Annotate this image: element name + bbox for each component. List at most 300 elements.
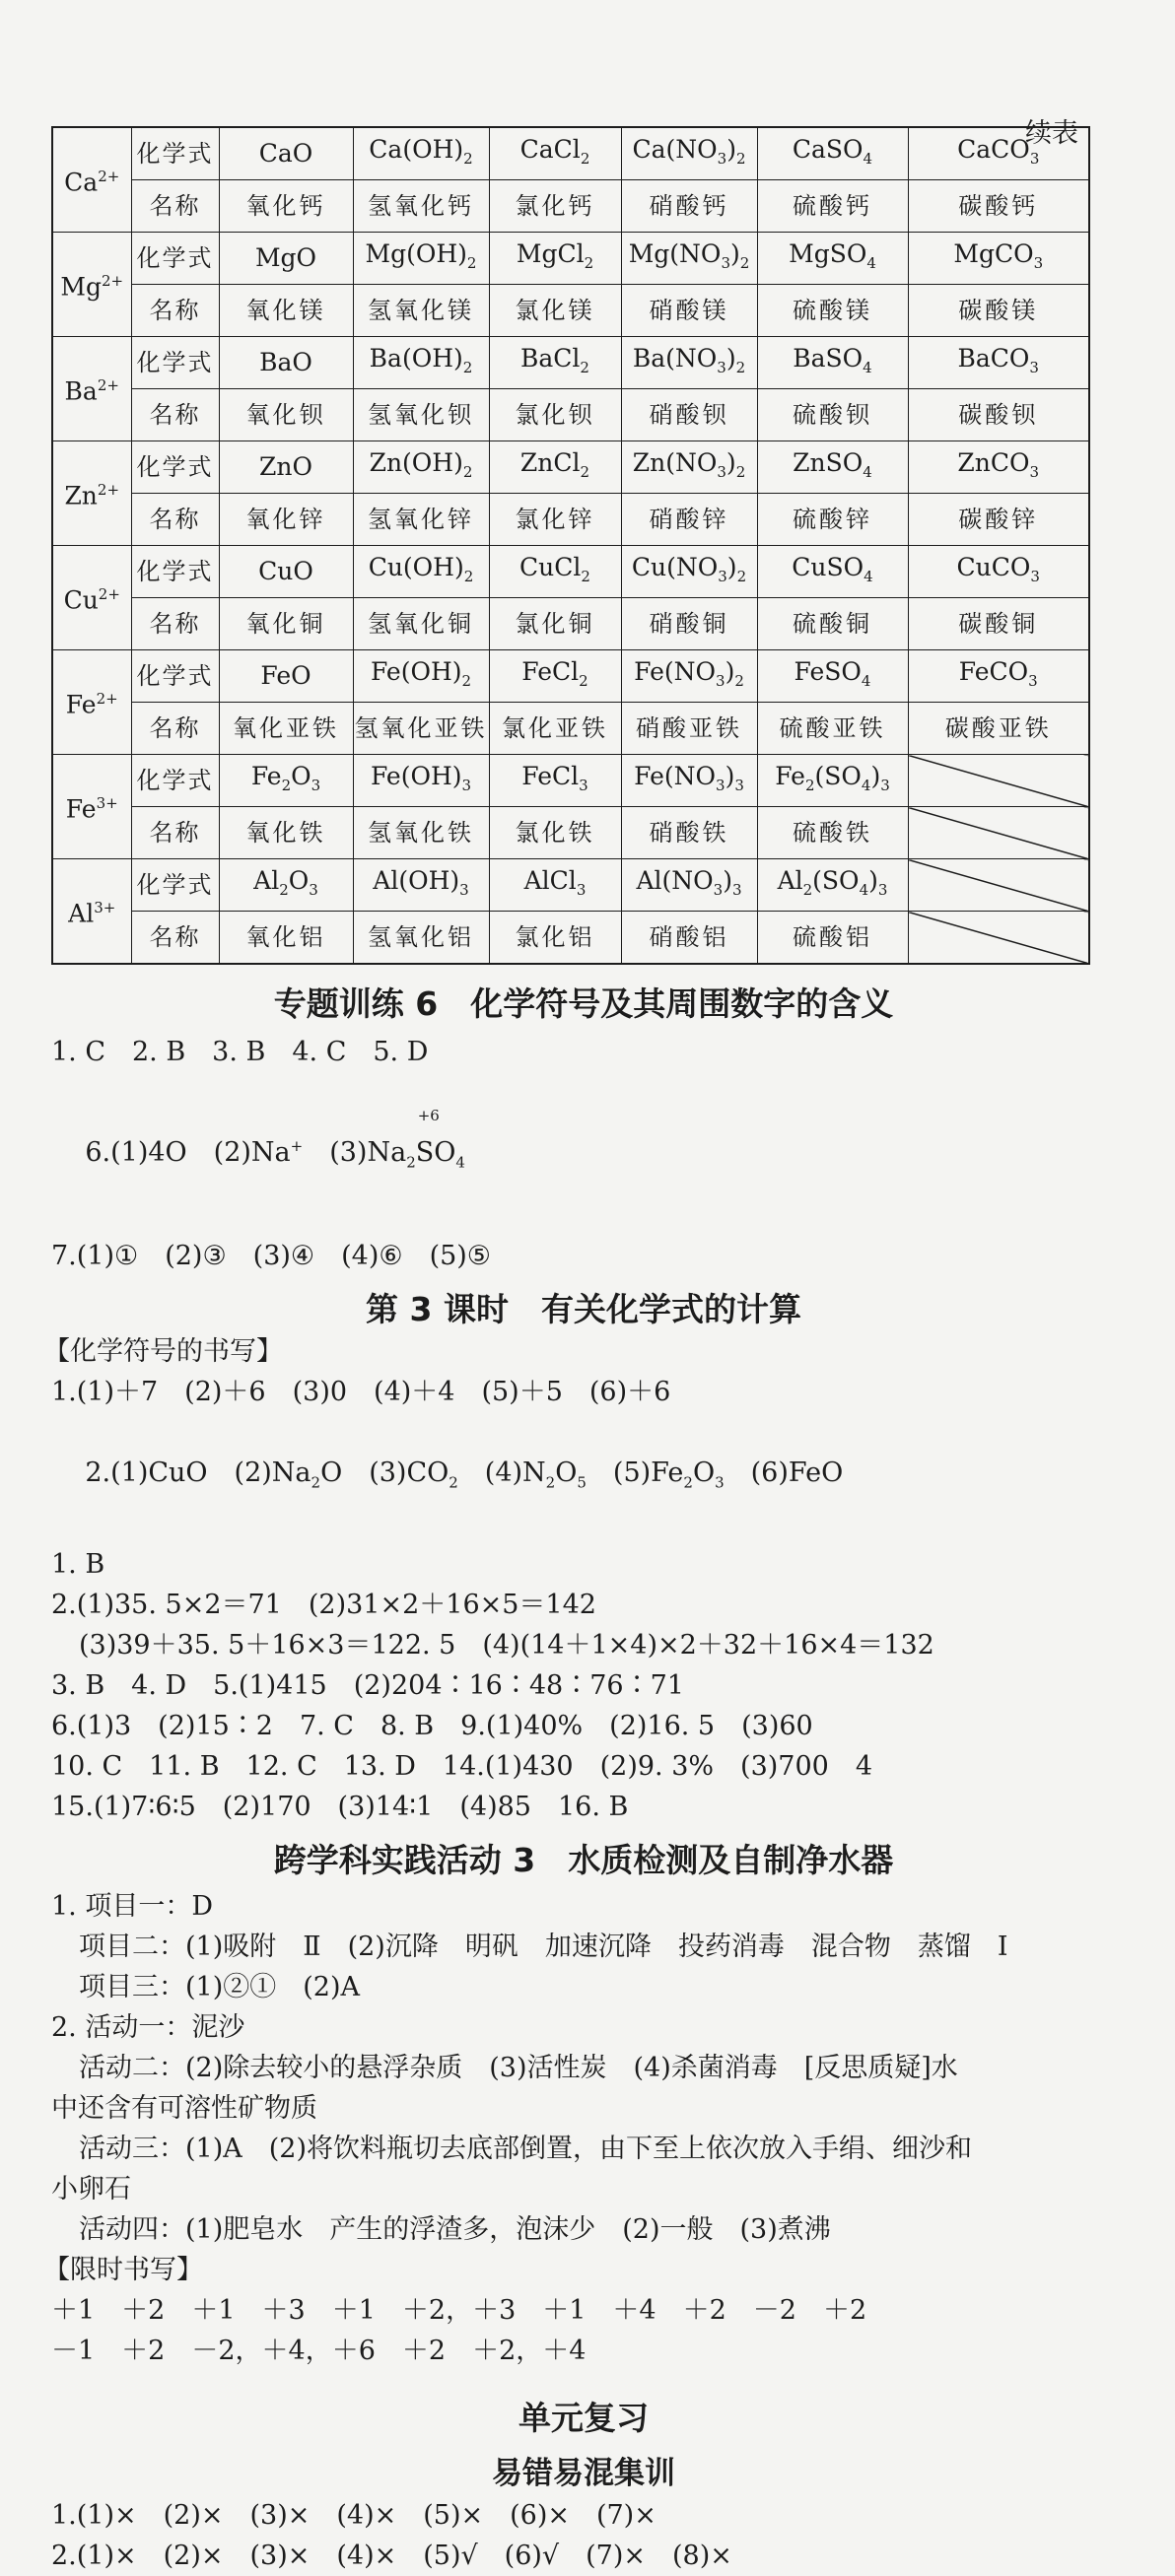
formula-subscript: 3 [309,880,318,899]
name-cell: 氧化亚铁 [219,703,353,755]
formula-part: (SO [812,865,860,895]
lesson3-title: 第 3 课时 有关化学式的计算 [366,1290,801,1329]
lesson3-answer-a2: 2.(1)CuO $(2)Na_2O$ $(3)CO_2$ $(4)N_2O_5$ $(5)Fe_2O_3$ (6)FeO [85,1457,844,1492]
formula-cell [489,755,621,807]
formula-subscript: 2 [281,776,292,794]
formula-cell [908,650,1089,703]
formula-subscript: 3 [576,880,587,899]
formula-cell [489,546,621,598]
lesson3-answer-b3: 3. B 4. D 5.(1)415 (2)204∶16∶48∶76∶71 [51,1669,684,1701]
name-cell: 碳酸钙 [908,180,1089,233]
formula-subscript: 2 [736,567,747,585]
formula-part: Al [777,865,803,895]
lesson3-answer-b6: 15.(1)7∶6∶5 (2)170 (3)14∶1 (4)85 16. B [51,1791,629,1822]
name-cell: 氯化亚铁 [489,703,621,755]
ion-charge: 2+ [97,376,119,395]
formula-subscript: 2 [279,880,289,899]
formula-part: CaCl [519,134,581,164]
formula-part: Cu(NO [631,552,719,581]
formula-part: ) [870,761,881,790]
ion-symbol: Fe [65,690,97,719]
ion-charge: 3+ [94,899,116,917]
review-subtitle: 易错易混集训 [492,2455,675,2491]
table-row-name [52,494,1089,546]
formula-cell [489,337,621,389]
name-cell: 硫酸铁 [757,807,908,859]
name-cell: 氯化镁 [489,285,621,337]
name-cell: 氧化钡 [219,389,353,441]
formula-subscript: 2 [739,253,750,272]
formula-part: ) [726,343,736,373]
lesson3-answer-b5: 10. C 11. B 12. C 13. D 14.(1)430 (2)9. 3% (3)700 4 [51,1750,872,1782]
name-label: 名称 [131,703,219,755]
formula-subscript: 2 [580,358,589,376]
formula-cell [757,859,908,912]
formula-subscript: 2 [463,149,473,168]
name-cell: 硫酸铜 [757,598,908,650]
formula-cell [353,337,489,389]
formula-label: 化学式 [131,650,219,703]
activity3-line-6: 中还含有可溶性矿物质 [51,2092,317,2124]
name-cell: 氧化铁 [219,807,353,859]
ion-symbol: Ba [64,376,98,406]
table-row-name [52,180,1089,233]
formula-part: ) [726,134,736,164]
name-cell: 氧化镁 [219,285,353,337]
formula-part: FeCl [521,761,580,790]
formula-subscript: 2 [804,776,815,794]
formula-cell [621,755,757,807]
name-cell: 碳酸铜 [908,598,1089,650]
ion-charge: 2+ [97,481,120,500]
formula-subscript: 3 [716,671,726,690]
name-cell: 硝酸亚铁 [621,703,757,755]
formula-cell [219,755,353,807]
name-label: 名称 [131,389,219,441]
name-cell: 氯化铝 [489,912,621,965]
formula-part: Ba(OH) [369,343,463,373]
empty-cell [908,912,1089,965]
formula-subscript: 4 [864,567,873,585]
table-row-name [52,807,1089,859]
formula-part: ZnO [259,452,312,481]
formula-part: MgCl [516,238,585,268]
formula-subscript: 4 [861,671,871,690]
formula-subscript: 3 [717,358,726,376]
formula-cell [621,337,757,389]
formula-part: Fe(NO [634,656,717,686]
name-cell: 氧化钙 [219,180,353,233]
formula-subscript: 2 [735,462,746,481]
formula-label: 化学式 [131,546,219,598]
table-row-formula [52,441,1089,494]
formula-part: Fe(NO [634,761,717,790]
formula-part: ) [726,447,736,477]
formula-cell [757,441,908,494]
formula-part: Al(NO [636,865,714,895]
formula-subscript: 3 [579,776,588,794]
formula-cell [219,233,353,285]
table-row-formula [52,755,1089,807]
formula-subscript: 3 [716,776,726,794]
formula-subscript: 2 [462,462,473,481]
name-label: 名称 [131,285,219,337]
section6-answers-1: 1. C 2. B 3. B 4. C 5. D [51,1037,429,1067]
formula-cell [621,650,757,703]
formula-cell [489,650,621,703]
formula-subscript: 3 [1030,567,1040,585]
formula-part: O [291,761,311,790]
name-label: 名称 [131,912,219,965]
formula-part: (SO [814,761,862,790]
ion-symbol: Cu [63,585,99,615]
formula-part: Zn(OH) [369,447,463,477]
activity3-writing-2: －1 ＋2 －2，＋4，＋6 ＋2 ＋2，＋4 [51,2335,587,2366]
formula-subscript: 3 [877,880,888,899]
name-label: 名称 [131,598,219,650]
formula-subscript: 2 [462,358,473,376]
ion-cell [52,650,131,755]
formula-cell [757,127,908,180]
formula-subscript: 2 [734,671,744,690]
formula-part: ) [725,656,735,686]
formula-part: MgO [254,243,317,272]
formula-part: Zn(NO [632,447,718,477]
formula-subscript: 3 [1033,253,1044,272]
formula-part: MgCO [953,238,1034,268]
formula-part: Mg(NO [628,238,722,268]
formula-cell [757,546,908,598]
name-cell: 氢氧化镁 [353,285,489,337]
formula-cell [219,337,353,389]
name-cell: 碳酸亚铁 [908,703,1089,755]
formula-label: 化学式 [131,755,219,807]
name-cell: 氢氧化铁 [353,807,489,859]
name-cell: 氢氧化锌 [353,494,489,546]
name-cell: 硝酸钡 [621,389,757,441]
formula-part: Al [253,865,280,895]
name-cell: 氯化钙 [489,180,621,233]
formula-subscript: 2 [580,149,590,168]
name-cell: 碳酸镁 [908,285,1089,337]
formula-part: FeCl [521,656,580,686]
formula-cell [353,233,489,285]
formula-cell [908,546,1089,598]
ion-charge: 2+ [98,585,120,604]
ion-symbol: Al [68,899,95,928]
activity3-line-3: 项目三：(1)②① (2)A [79,1971,360,2002]
ion-cell [52,755,131,859]
activity3-line-2: 项目二：(1)吸附 Ⅱ (2)沉降 明矾 加速沉降 投药消毒 混合物 蒸馏 Ⅰ [79,1931,1008,1962]
formula-subscript: 2 [735,358,746,376]
table-row-name [52,285,1089,337]
name-cell: 碳酸钡 [908,389,1089,441]
name-cell: 硫酸亚铁 [757,703,908,755]
lesson3-answer-a1: 1.(1)＋7 (2)＋6 (3)0 (4)＋4 (5)＋5 (6)＋6 [51,1377,671,1408]
formula-subscript: 2 [466,253,477,272]
ion-symbol: Ca [64,168,99,197]
section6-answers-2: 6.(1)4O (2)Na+ $(3)Na_2$ +6 $SO_4$ [51,1072,1116,1236]
activity3-subheading: 【限时书写】 [43,2254,203,2285]
ion-symbol: Zn [64,481,98,510]
ion-symbol: Mg [60,272,102,302]
lesson3-answer-b2: 2.(1)35. 5×2＝71 (2)31×2＋16×5＝142 [51,1589,596,1620]
formula-part: ) [726,552,737,581]
formula-cell [219,127,353,180]
formula-label: 化学式 [131,127,219,180]
formula-cell [757,337,908,389]
review-title: 单元复习 [518,2398,649,2437]
formula-label: 化学式 [131,233,219,285]
formula-subscript: 2 [580,462,590,481]
formula-subscript: 3 [1029,358,1039,376]
formula-subscript: 4 [861,776,871,794]
formula-part: CaCO [957,134,1030,164]
formula-label: 化学式 [131,859,219,912]
table-row-formula [52,337,1089,389]
table-row-formula [52,233,1089,285]
activity3-line-4: 2. 活动一：泥沙 [51,2011,245,2043]
formula-subscript: 2 [802,880,813,899]
formula-subscript: 2 [581,567,590,585]
formula-subscript: 4 [863,149,873,168]
formula-part: ) [729,238,740,268]
name-cell: 氧化铝 [219,912,353,965]
name-cell: 硫酸铝 [757,912,908,965]
ion-cell [52,337,131,441]
formula-part: ) [868,865,878,895]
name-cell: 硝酸铁 [621,807,757,859]
formula-part: ZnCl [519,447,581,477]
compound-table [51,126,1090,965]
formula-subscript: 3 [880,776,890,794]
formula-part: ) [725,761,735,790]
formula-cell [353,650,489,703]
formula-subscript: 4 [866,253,876,272]
formula-subscript: 3 [718,567,727,585]
formula-subscript: 2 [461,671,472,690]
formula-part: FeCO [958,656,1029,686]
formula-cell [489,859,621,912]
formula-part: ) [723,865,732,895]
name-cell: 氯化铁 [489,807,621,859]
formula-subscript: 3 [717,462,726,481]
formula-subscript: 3 [459,880,469,899]
formula-subscript: 3 [461,776,472,794]
formula-subscript: 3 [1028,671,1038,690]
formula-cell [489,441,621,494]
formula-cell [353,859,489,912]
formula-subscript: 2 [735,149,746,168]
activity3-title: 跨学科实践活动 3 水质检测及自制净水器 [273,1840,894,1879]
name-cell: 硫酸锌 [757,494,908,546]
name-cell: 氧化锌 [219,494,353,546]
activity3-line-7: 活动三：(1)A (2)将饮料瓶切去底部倒置，由下至上依次放入手绢、细沙和 [79,2133,972,2164]
formula-cell [353,546,489,598]
empty-cell [908,807,1089,859]
formula-cell [353,755,489,807]
formula-part: Ba(NO [632,343,718,373]
formula-part: CuCO [956,552,1031,581]
formula-cell [908,337,1089,389]
empty-cell [908,755,1089,807]
formula-cell [621,546,757,598]
activity3-line-5: 活动二：(2)除去较小的悬浮杂质 (3)活性炭 (4)杀菌消毒 [反思质疑]水 [79,2052,958,2083]
formula-part: O [288,865,310,895]
name-cell: 氢氧化钡 [353,389,489,441]
valence-s: +6 S [415,1107,440,1168]
formula-cell [353,441,489,494]
formula-part: Fe [250,761,282,790]
formula-part: BaO [259,348,312,376]
name-cell: 硝酸镁 [621,285,757,337]
ion-symbol: Fe [65,794,97,824]
formula-cell [908,233,1089,285]
formula-part: Fe [775,761,805,790]
formula-part: CuSO [792,552,864,581]
formula-subscript: 3 [713,880,724,899]
formula-cell [219,546,353,598]
ion-cell [52,127,131,233]
ion-charge: 2+ [98,168,120,186]
formula-part: Ca(NO [632,134,718,164]
formula-cell [621,441,757,494]
table-row-name [52,389,1089,441]
name-cell: 碳酸锌 [908,494,1089,546]
name-label: 名称 [131,494,219,546]
formula-part: FeSO [794,656,862,686]
name-cell: 硫酸钡 [757,389,908,441]
formula-subscript: 4 [863,358,872,376]
formula-cell [908,441,1089,494]
name-cell: 氢氧化铝 [353,912,489,965]
formula-part: AlCl [523,865,577,895]
formula-subscript: 3 [717,149,727,168]
activity3-line-8: 小卵石 [51,2173,131,2204]
formula-subscript: 3 [311,776,321,794]
name-cell: 硝酸铜 [621,598,757,650]
name-cell: 硝酸钙 [621,180,757,233]
name-cell: 氢氧化亚铁 [353,703,489,755]
formula-subscript: 3 [721,253,730,272]
formula-cell [621,233,757,285]
lesson3-answer-b2-cont: (3)39＋35. 5＋16×3＝122. 5 (4)(14＋1×4)×2＋32＋16×4＝132 [79,1629,934,1661]
name-cell: 氯化钡 [489,389,621,441]
ion-cell [52,441,131,546]
formula-subscript: 4 [863,462,872,481]
formula-cell [908,127,1089,180]
table-row-formula [52,859,1089,912]
formula-cell [219,650,353,703]
review-line-2: 2.(1)× (2)× (3)× (4)× (5)√ (6)√ (7)× (8)× [51,2540,732,2571]
table-row-name [52,912,1089,965]
formula-part: Al(OH) [373,865,460,895]
formula-part: Ca(OH) [369,134,464,164]
ion-cell [52,233,131,337]
name-label: 名称 [131,180,219,233]
formula-cell [757,650,908,703]
formula-subscript: 2 [463,567,474,585]
ion-cell [52,546,131,650]
review-line-1: 1.(1)× (2)× (3)× (4)× (5)× (6)× (7)× [51,2499,657,2531]
table-row-formula [52,546,1089,598]
section6-title: 专题训练 6 化学符号及其周围数字的含义 [273,984,894,1023]
formula-subscript: 3 [731,880,742,899]
formula-part: FeO [260,661,311,690]
name-cell: 硝酸锌 [621,494,757,546]
formula-cell [757,755,908,807]
empty-cell [908,859,1089,912]
compound-table-body [52,127,1089,964]
formula-label: 化学式 [131,441,219,494]
formula-subscript: 2 [584,253,594,272]
formula-part: Fe(OH) [370,761,462,790]
formula-part: CuCl [519,552,582,581]
formula-part: ZnCO [957,447,1030,477]
formula-part: BaCO [957,343,1030,373]
ion-charge: 3+ [96,794,118,813]
name-cell: 氢氧化铜 [353,598,489,650]
formula-part: CuO [258,557,313,585]
formula-part: ZnSO [793,447,864,477]
table-row-name [52,703,1089,755]
formula-cell [219,859,353,912]
formula-cell [757,233,908,285]
page-content [43,126,1116,2576]
lesson3-answer-b4: 6.(1)3 (2)15∶2 7. C 8. B 9.(1)40% (2)16. 5 (3)60 [51,1710,813,1741]
formula-cell [489,127,621,180]
name-cell: 氯化锌 [489,494,621,546]
name-cell: 硫酸钙 [757,180,908,233]
lesson3-subheading: 【化学符号的书写】 [43,1336,283,1368]
formula-subscript: 4 [859,880,869,899]
formula-part: Cu(OH) [368,552,464,581]
table-row-formula [52,650,1089,703]
formula-subscript: 3 [1029,149,1040,168]
formula-part: CaO [258,139,313,168]
table-row-formula [52,127,1089,180]
name-cell: 氢氧化钙 [353,180,489,233]
formula-part: BaSO [793,343,864,373]
continued-label: 续表 [1025,118,1078,149]
formula-part: MgSO [789,238,867,268]
formula-subscript: 3 [1029,462,1040,481]
formula-part: CaSO [792,134,864,164]
formula-cell [621,127,757,180]
name-cell: 硝酸铝 [621,912,757,965]
name-label: 名称 [131,807,219,859]
ion-charge: 2+ [101,272,124,291]
section6-answers-3: 7.(1)① (2)③ (3)④ (4)⑥ (5)⑤ [51,1241,492,1272]
formula-part: BaCl [520,343,581,373]
name-cell: 硫酸镁 [757,285,908,337]
activity3-line-9: 活动四：(1)肥皂水 产生的浮渣多，泡沫少 (2)一般 (3)煮沸 [79,2213,831,2245]
formula-cell [219,441,353,494]
formula-cell [621,859,757,912]
formula-subscript: 3 [734,776,744,794]
activity3-line-1: 1. 项目一：D [51,1890,213,1922]
name-cell: 氧化铜 [219,598,353,650]
ion-charge: 2+ [96,690,118,709]
name-cell: 氯化铜 [489,598,621,650]
formula-part: Mg(OH) [365,238,467,268]
formula-cell [489,233,621,285]
ion-cell [52,859,131,965]
lesson3-answer-b1: 1. B [51,1548,105,1580]
formula-cell [353,127,489,180]
formula-subscript: 2 [579,671,588,690]
formula-label: 化学式 [131,337,219,389]
